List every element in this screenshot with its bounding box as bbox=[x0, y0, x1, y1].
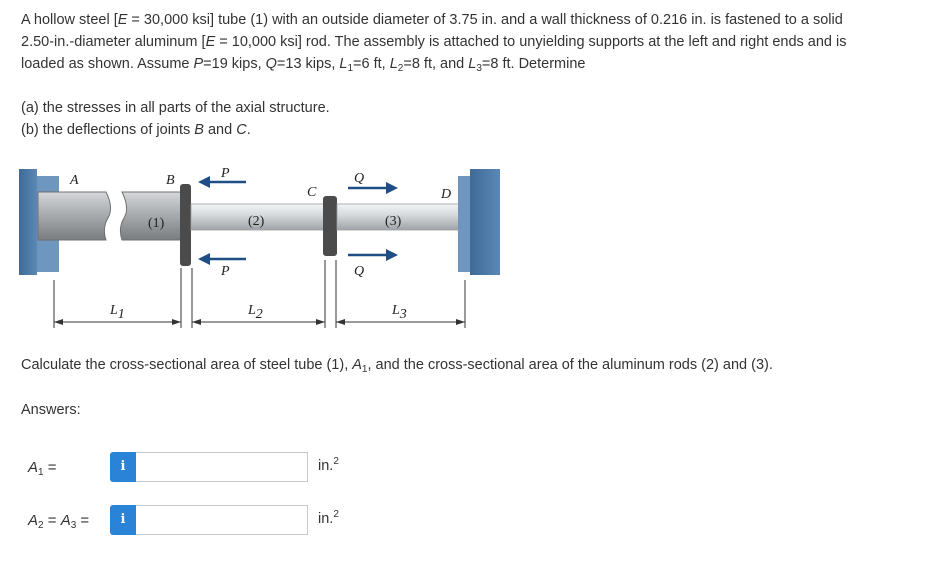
text: B bbox=[194, 122, 204, 138]
info-icon-2[interactable]: i bbox=[110, 505, 136, 535]
answer-2-input[interactable] bbox=[136, 505, 308, 535]
answer-1-input[interactable] bbox=[136, 452, 308, 482]
answer-1-label bbox=[28, 459, 57, 476]
label-l3: L3 bbox=[392, 303, 407, 322]
tube-segment-left bbox=[38, 192, 111, 240]
text: = 10,000 ksi] rod. The assembly is attached to unyielding supports at the left and right ends and is bbox=[215, 34, 847, 50]
text: =19 kips, bbox=[203, 56, 266, 72]
text: =8 ft. Determine bbox=[481, 56, 586, 72]
label-d: D bbox=[441, 187, 452, 202]
right-support bbox=[470, 169, 500, 275]
superscript: 2 bbox=[333, 456, 339, 467]
text: = 30,000 ksi] tube (1) with an outside diameter of 3.75 in. and a wall thickness of 0.216 in. is fastened to a solid bbox=[127, 12, 843, 28]
label-c: C bbox=[307, 185, 317, 200]
subscript: 2 bbox=[38, 520, 44, 531]
subscript: 2 bbox=[397, 63, 404, 74]
question-text bbox=[21, 354, 773, 376]
subscript: 3 bbox=[476, 63, 482, 74]
label-q-bottom: Q bbox=[354, 264, 365, 279]
text: in. bbox=[318, 511, 334, 527]
text: 2.50-in.-diameter aluminum [ bbox=[21, 34, 206, 50]
text: L bbox=[468, 56, 477, 72]
text: Calculate the cross-sectional area of steel tube (1), bbox=[21, 357, 353, 373]
text: A bbox=[28, 459, 39, 476]
problem-line-3 bbox=[21, 53, 585, 75]
problem-line-2 bbox=[21, 31, 847, 53]
part-b bbox=[21, 119, 251, 141]
label-q-top: Q bbox=[354, 171, 365, 186]
text: in. bbox=[318, 458, 334, 474]
text: L bbox=[389, 56, 398, 72]
flange-c bbox=[323, 196, 337, 256]
text: = bbox=[76, 512, 90, 529]
right-support-edge bbox=[458, 176, 470, 272]
problem-line-1 bbox=[21, 9, 843, 31]
text: C bbox=[236, 122, 247, 138]
text: E bbox=[117, 12, 128, 28]
force-q-bottom-arrow bbox=[348, 249, 398, 261]
text: E bbox=[205, 34, 216, 50]
text: P bbox=[193, 56, 204, 72]
flange-b bbox=[180, 184, 191, 266]
text: A hollow steel [ bbox=[21, 12, 118, 28]
superscript: 2 bbox=[333, 509, 339, 520]
text: (b) the deflections of joints bbox=[21, 122, 195, 138]
text: =13 kips, bbox=[276, 56, 340, 72]
part-a: (a) the stresses in all parts of the axial structure. bbox=[21, 100, 330, 116]
text: and bbox=[203, 122, 237, 138]
label-l1: L1 bbox=[110, 303, 125, 322]
label-member-2: (2) bbox=[248, 214, 265, 229]
answer-1-unit bbox=[318, 458, 339, 474]
label-p-top: P bbox=[221, 166, 230, 181]
text: loaded as shown. Assume bbox=[21, 56, 194, 72]
label-a: A bbox=[70, 173, 79, 188]
subscript: 1 bbox=[361, 364, 368, 375]
answer-2-unit bbox=[318, 511, 339, 527]
subscript: 1 bbox=[347, 63, 354, 74]
text: = bbox=[43, 512, 61, 529]
label-member-1: (1) bbox=[148, 216, 165, 231]
text: L bbox=[339, 56, 348, 72]
rod-3 bbox=[337, 204, 469, 230]
text: A bbox=[352, 357, 362, 373]
axial-structure-figure bbox=[18, 160, 508, 335]
answers-title: Answers: bbox=[21, 402, 81, 418]
subscript: 1 bbox=[38, 467, 44, 478]
label-p-bottom: P bbox=[221, 264, 230, 279]
text: A bbox=[28, 512, 39, 529]
text: . bbox=[246, 122, 251, 138]
subscript: 3 bbox=[70, 520, 77, 531]
text: A bbox=[60, 512, 71, 529]
answer-2-label bbox=[28, 512, 89, 529]
text: =6 ft, bbox=[353, 56, 390, 72]
text: =8 ft, and bbox=[403, 56, 469, 72]
label-b: B bbox=[166, 173, 175, 188]
text: = bbox=[43, 459, 57, 476]
label-member-3: (3) bbox=[385, 214, 402, 229]
label-l2: L2 bbox=[248, 303, 263, 322]
left-support bbox=[19, 169, 37, 275]
info-icon-1[interactable]: i bbox=[110, 452, 136, 482]
text: Q bbox=[265, 56, 277, 72]
text: , and the cross-sectional area of the aluminum rods (2) and (3). bbox=[367, 357, 773, 373]
